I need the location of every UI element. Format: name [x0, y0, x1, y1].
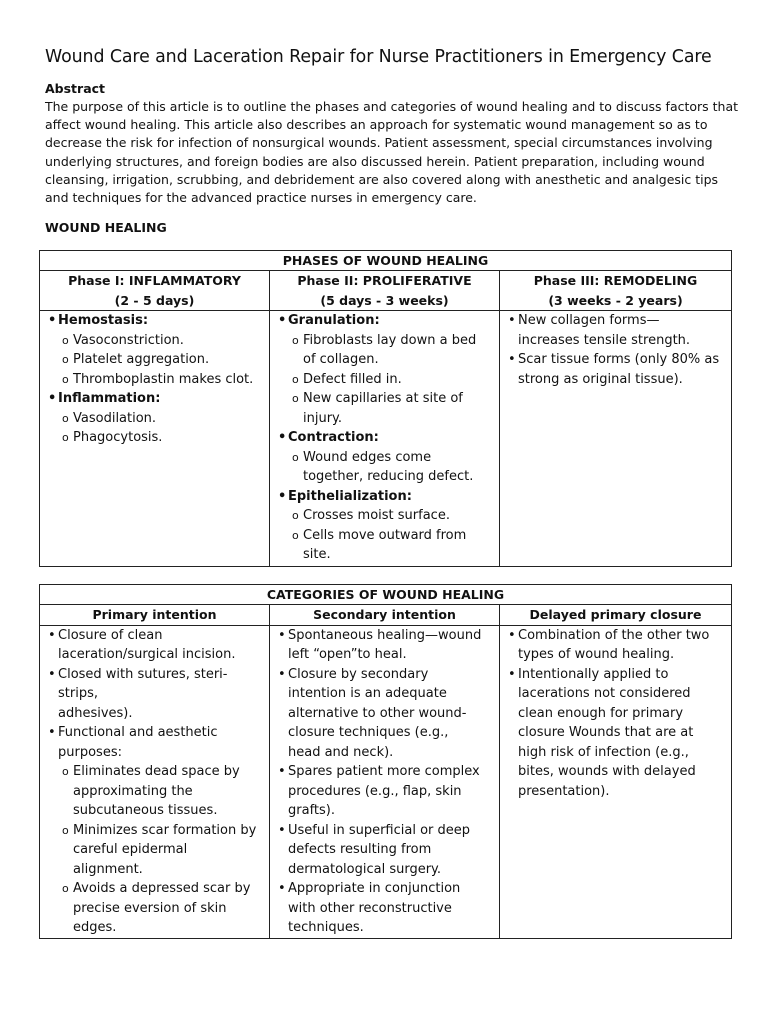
line: precise eversion of skin — [73, 900, 227, 916]
list-item — [274, 626, 495, 665]
category-1-cell — [40, 625, 270, 938]
line: Functional and aesthetic — [58, 725, 218, 740]
line: Fibroblasts lay down a bed — [303, 332, 477, 348]
abstract-body — [45, 98, 739, 207]
line: Minimizes scar formation by — [73, 822, 257, 838]
line: laceration/surgical incision. — [58, 647, 236, 662]
phase-2-name: Phase II: PROLIFERATIVE — [297, 273, 472, 288]
line: grafts). — [288, 803, 335, 818]
line: purposes: — [58, 744, 122, 760]
list-item: o Thromboplastin makes clot. — [44, 370, 265, 390]
list-item: o Vasoconstriction. — [44, 331, 265, 351]
list-item — [44, 879, 265, 938]
category-1-header: Primary intention — [40, 605, 270, 626]
line: techniques. — [288, 920, 364, 935]
list-item — [274, 762, 495, 821]
line: alignment. — [73, 861, 143, 877]
abstract-line: decrease the risk for infection of nonsurgical wounds. Patient assessment, special circumstances involving — [45, 135, 713, 151]
line: approximating the — [73, 783, 193, 799]
line: types of wound healing. — [518, 647, 675, 662]
phase-1-header — [40, 271, 270, 311]
line: Closed with sutures, steri-strips, — [58, 666, 228, 701]
list-item — [44, 821, 265, 880]
line: high risk of infection (e.g., — [518, 744, 689, 760]
list-item — [504, 665, 727, 802]
line: clean enough for primary — [518, 705, 684, 721]
phase-2-header — [270, 271, 500, 311]
line: defects resulting from — [288, 842, 432, 857]
line: Closure by secondary — [288, 666, 429, 682]
phase-1-duration: (2 - 5 days) — [114, 292, 195, 308]
phases-table-caption: PHASES OF WOUND HEALING — [40, 251, 732, 271]
line: left “open”to heal. — [288, 647, 407, 662]
list-item: o Defect filled in. — [274, 370, 495, 390]
list-item — [44, 723, 265, 762]
list-item — [274, 879, 495, 938]
phase-2-cell — [270, 311, 500, 567]
line: Eliminates dead space by — [73, 764, 240, 779]
line: Cells move outward from — [303, 527, 467, 543]
abstract-line: and techniques for the advanced practice nurses in emergency care. — [45, 190, 477, 206]
line: subcutaneous tissues. — [73, 803, 218, 818]
list-item — [274, 821, 495, 880]
line: Spontaneous healing—wound — [288, 627, 482, 643]
phase-3-name: Phase III: REMODELING — [533, 273, 698, 288]
list-item — [274, 389, 495, 428]
line: Intentionally applied to — [518, 666, 669, 682]
line: Appropriate in conjunction — [288, 881, 461, 896]
line: injury. — [303, 410, 343, 426]
line: of collagen. — [303, 352, 379, 367]
line: New capillaries at site of — [303, 391, 463, 406]
list-item — [274, 526, 495, 565]
document-title: Wound Care and Laceration Repair for Nurse Practitioners in Emergency Care — [45, 47, 712, 67]
phases-table — [39, 250, 732, 567]
list-item — [274, 448, 495, 487]
line: Avoids a depressed scar by — [73, 881, 251, 896]
line: careful epidermal — [73, 842, 188, 857]
phase-1-name: Phase I: INFLAMMATORY — [68, 273, 241, 288]
abstract-heading: Abstract — [45, 81, 106, 96]
line: New collagen forms— — [518, 313, 660, 328]
category-2-header: Secondary intention — [270, 605, 500, 626]
list-item — [274, 665, 495, 763]
line: strong as original tissue). — [518, 371, 683, 387]
line: Spares patient more complex — [288, 764, 480, 779]
line: bites, wounds with delayed — [518, 764, 696, 779]
line: presentation). — [518, 783, 610, 799]
list-item: o Platelet aggregation. — [44, 350, 265, 370]
list-item — [44, 762, 265, 821]
list-item: • Epithelialization: — [274, 487, 495, 507]
categories-table — [39, 584, 732, 939]
list-item — [504, 626, 727, 665]
category-3-cell — [500, 625, 732, 938]
line: intention is an adequate — [288, 686, 447, 701]
list-item — [44, 626, 265, 665]
line: edges. — [73, 920, 117, 935]
category-2-cell — [270, 625, 500, 938]
list-item — [274, 331, 495, 370]
list-item — [504, 311, 727, 350]
list-item — [504, 350, 727, 389]
line: alternative to other wound- — [288, 705, 467, 721]
line: together, reducing defect. — [303, 469, 474, 484]
line: Closure of clean — [58, 627, 163, 643]
line: Useful in superficial or deep — [288, 822, 471, 838]
list-item: o Vasodilation. — [44, 409, 265, 429]
phase-3-duration: (3 weeks - 2 years) — [548, 292, 683, 308]
line: closure Wounds that are at — [518, 725, 694, 740]
abstract-line: The purpose of this article is to outline the phases and categories of wound healing and to discuss factors that — [45, 99, 739, 114]
list-item: • Contraction: — [274, 428, 495, 448]
line: Scar tissue forms (only 80% as — [518, 352, 720, 367]
abstract-line: underlying structures, and foreign bodies are also discussed herein. Patient preparation, including wound — [45, 153, 705, 169]
list-item: o Crosses moist surface. — [274, 506, 495, 526]
phase-2-duration: (5 days - 3 weeks) — [320, 292, 449, 308]
list-item: • Granulation: — [274, 311, 495, 331]
phase-3-header — [500, 271, 732, 311]
category-3-header: Delayed primary closure — [500, 605, 732, 626]
phase-3-cell — [500, 311, 732, 567]
line: closure techniques (e.g., — [288, 725, 449, 740]
line: Combination of the other two — [518, 627, 710, 643]
categories-table-caption: CATEGORIES OF WOUND HEALING — [40, 585, 732, 605]
phase-1-cell — [40, 311, 270, 567]
line: with other reconstructive — [288, 900, 452, 916]
line: lacerations not considered — [518, 686, 691, 701]
abstract-line: affect wound healing. This article also describes an approach for systematic wound management so as to — [45, 117, 708, 133]
line: dermatological surgery. — [288, 861, 442, 877]
section-heading-wound-healing: WOUND HEALING — [45, 220, 167, 235]
list-item: • Inflammation: — [44, 389, 265, 409]
line: Wound edges come — [303, 449, 432, 465]
line: site. — [303, 547, 331, 562]
list-item — [44, 665, 265, 724]
line: head and neck). — [288, 744, 394, 760]
line: adhesives). — [58, 705, 133, 721]
list-item: o Phagocytosis. — [44, 428, 265, 448]
abstract-line: cleansing, irrigation, scrubbing, and debridement are also covered along with anesthetic and analgesic tips — [45, 171, 719, 187]
list-item: • Hemostasis: — [44, 311, 265, 331]
line: procedures (e.g., flap, skin — [288, 783, 462, 799]
line: increases tensile strength. — [518, 332, 691, 348]
